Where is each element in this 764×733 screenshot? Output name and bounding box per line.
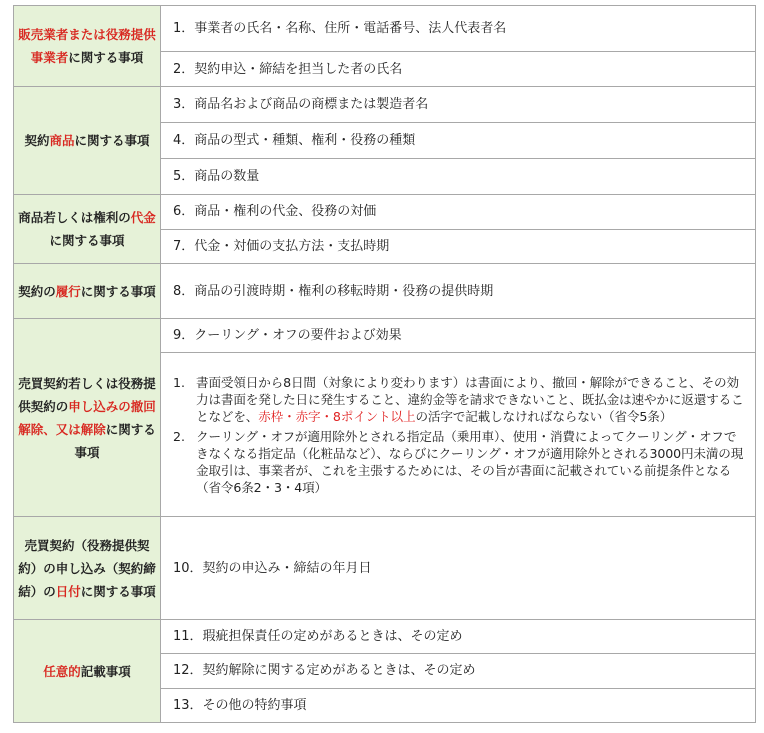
category-text: に関する事項: [80, 283, 156, 299]
category-highlight: 代金: [130, 210, 156, 225]
item-7: [161, 229, 756, 264]
category-text: 売買契約若しくは役務提供契約の: [18, 375, 156, 414]
list-text: クーリング・オフが適用除外とされる指定品（乗用車）、使用・消費によってクーリング・オフできなくなる指定品（化粧品など）、ならびにクーリング・オフが適用除外とされる3000円未満の現金取引は、事業者が、これを主張するためには、その旨が書面に記載されている前提条件となる（省令6条2・3・4項）: [196, 428, 744, 495]
category-text: 商品若しくは権利の: [18, 210, 131, 225]
category-date: [14, 517, 161, 620]
item-5: [161, 159, 756, 195]
item-11: [161, 620, 756, 654]
table-row: [14, 264, 756, 319]
item-text: 1．事業者の氏名・名称、住所・電話番号、法人代表者名: [173, 21, 507, 36]
item-text: 5．商品の数量: [173, 169, 260, 184]
category-highlight: 販売業者または役務提供事業者: [18, 27, 156, 65]
item-text: 13．その他の特約事項: [173, 697, 307, 713]
category-seller: [14, 6, 161, 87]
item-9: [161, 319, 756, 353]
table-row: [14, 319, 756, 353]
category-product: [14, 87, 161, 195]
category-highlight: 履行: [55, 283, 81, 299]
category-cancel: [14, 319, 161, 517]
table-row: [14, 620, 756, 654]
legal-requirements-table: [13, 5, 756, 723]
category-text: に関する事項: [80, 583, 156, 599]
category-text: 記載事項: [80, 663, 131, 679]
category-highlight: 日付: [55, 583, 81, 599]
item-text: 8．商品の引渡時期・権利の移転時期・役務の提供時期: [173, 283, 494, 299]
table-row: [14, 87, 756, 123]
item-text: 9．クーリング・オフの要件および効果: [173, 328, 402, 343]
cooling-off-list: [161, 374, 755, 496]
detail-highlight: 赤枠・赤字・8ポイント以上: [258, 408, 416, 424]
list-item: [173, 428, 747, 496]
item-text: 4．商品の型式・種類、権利・役務の種類: [173, 133, 416, 148]
category-optional: [14, 620, 161, 723]
item-1: [161, 6, 756, 52]
item-text: 10．契約の申込み・締結の年月日: [173, 560, 372, 576]
table-row: [14, 195, 756, 230]
item-text: 2．契約申込・締結を担当した者の氏名: [173, 61, 403, 77]
category-text: 契約の: [18, 283, 56, 299]
category-text: 契約: [24, 133, 50, 148]
table-row: [14, 6, 756, 52]
item-text: 7．代金・対価の支払方法・支払時期: [173, 238, 390, 254]
category-highlight: 商品: [49, 133, 75, 148]
category-text: 売買契約（役務提供契約）の申し込み（契約締結）の: [18, 537, 156, 599]
category-performance: [14, 264, 161, 319]
category-highlight: 任意的: [43, 663, 81, 679]
item-text: 12．契約解除に関する定めがあるときは、その定め: [173, 663, 476, 679]
category-text: に関する事項: [68, 50, 144, 65]
item-text: 3．商品名および商品の商標または製造者名: [173, 97, 429, 112]
item-text: 11．瑕疵担保責任の定めがあるときは、その定め: [173, 629, 463, 645]
item-6: [161, 195, 756, 230]
list-text: [196, 374, 747, 425]
category-text: に関する事項: [74, 421, 156, 460]
item-10: [161, 517, 756, 620]
cooling-off-details: [161, 353, 756, 517]
category-text: に関する事項: [74, 133, 150, 148]
category-highlight: 申し込みの撤回解除、又は解除: [18, 398, 156, 437]
item-4: [161, 123, 756, 159]
list-item: [173, 374, 747, 425]
item-2: [161, 52, 756, 87]
category-price: [14, 195, 161, 264]
item-13: [161, 688, 756, 722]
item-text: 6．商品・権利の代金、役務の対価: [173, 204, 377, 220]
item-8: [161, 264, 756, 319]
list-number: 2.: [173, 428, 186, 444]
detail-text: 書面受領日から8日間（対象により変わります）は書面により、撤回・解除ができること、その効力は書面を発した日に発生すること、違約金等を請求できないこと、既払金は速やかに返還することなどを、: [196, 374, 744, 424]
item-12: [161, 654, 756, 688]
item-3: [161, 87, 756, 123]
category-text: に関する事項: [49, 233, 125, 248]
table-row: [14, 517, 756, 620]
list-number: 1.: [173, 374, 186, 390]
detail-text: の活字で記載しなければならない（省令5条）: [415, 408, 673, 424]
